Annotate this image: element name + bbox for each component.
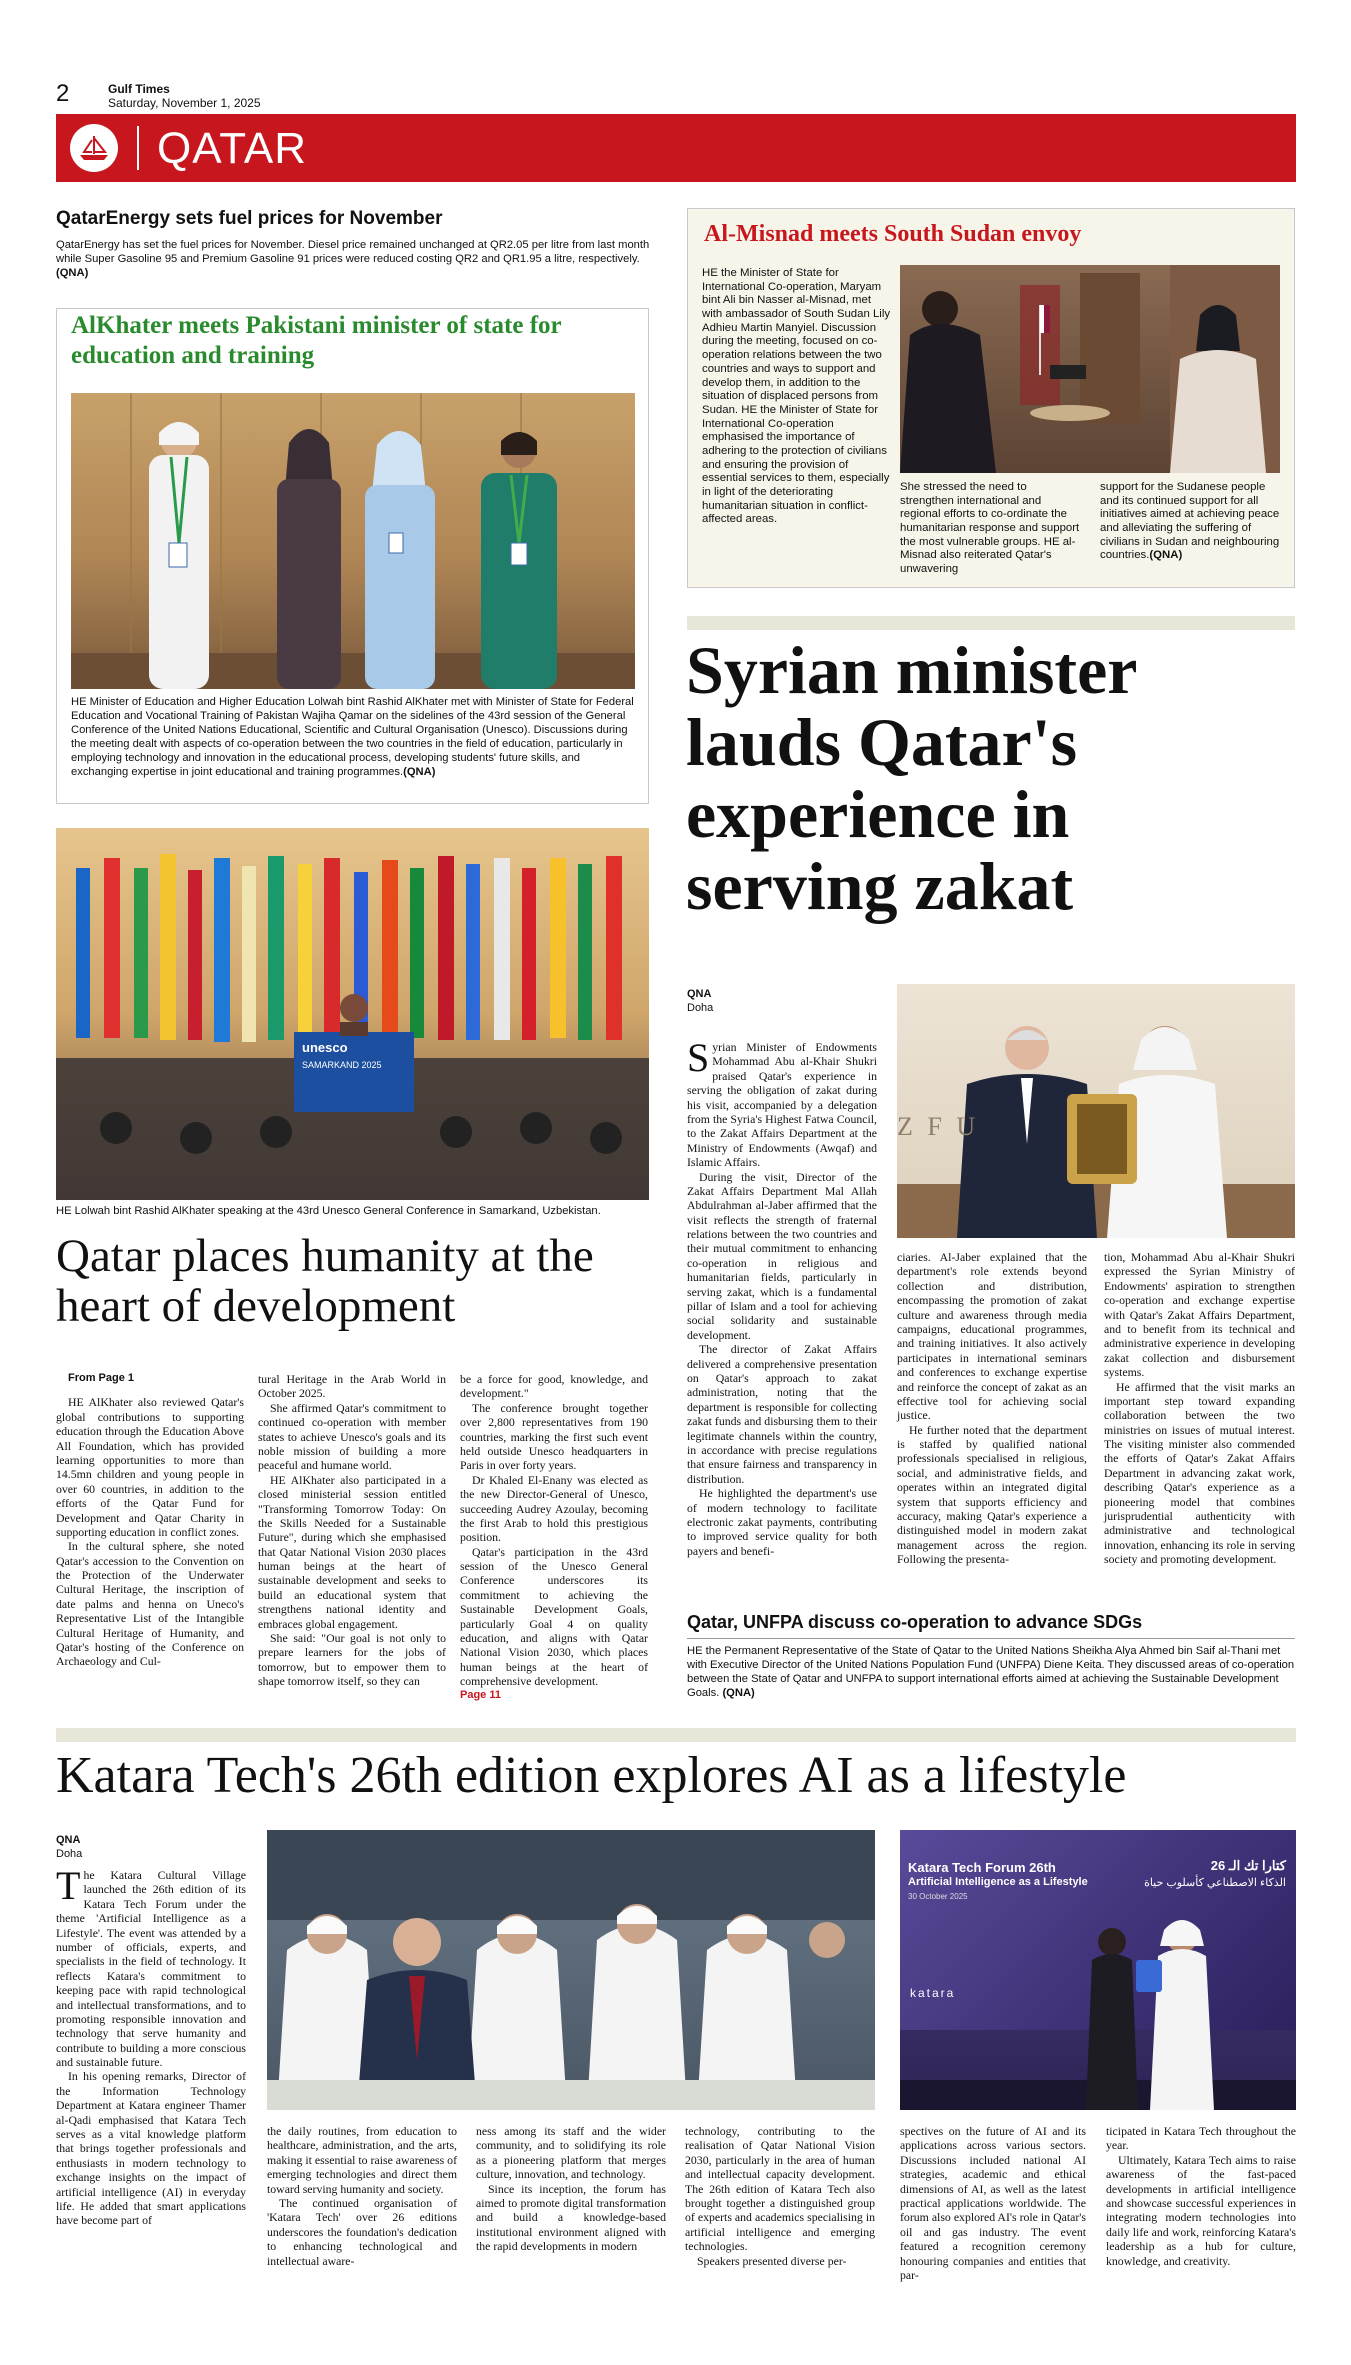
continued-link[interactable]: Page 11 (460, 1688, 501, 1701)
humanity-headline: Qatar places humanity at the heart of development (56, 1230, 594, 1332)
syrian-photo (897, 984, 1295, 1238)
katara-p (56, 1863, 246, 2070)
syrian-p: He highlighted the department's use of modern technology to facilitate electronic zakat payments, contributing to improved service quality for both payers and benefi- (687, 1486, 877, 1558)
syrian-p (687, 1035, 877, 1170)
fuel-credit: (QNA) (56, 267, 89, 279)
page-number: 2 (56, 80, 70, 107)
section-rule (56, 1728, 1296, 1742)
paper-name: Gulf Times (108, 82, 170, 96)
katara-p: Speakers presented diverse per- (697, 2253, 847, 2268)
misnad-col2: She stressed the need to strengthen international and regional efforts to co-ordinate the humanitarian response and support the most vulnerable groups. HE al-Misnad also reiterated Qatar's unwavering (900, 481, 1080, 576)
misnad-title: Al-Misnad meets South Sudan envoy (704, 221, 1082, 247)
screen-date: 30 October 2025 (908, 1892, 968, 1901)
katara-p: technology, contributing to the realisation of Qatar National Vision 2030, particularly in the area of human and intellectual capacity development. The 26th edition of Katara Tech also brought together a distinguished group of experts and academics specialising in artificial intelligence and emerging technologies. (685, 2124, 875, 2254)
humanity-p: HE AlKhater also participated in a closed ministerial session entitled "Transforming Tomorrow Today: On the Skills Needed for a Sustainable Future", during which she emphasised that Qatar National Vision 2030 places human beings at the heart of sustainable development and seeks to build an educational system that strengthens national identity and embraces global engagement. (258, 1472, 446, 1631)
syrian-p: ciaries. Al-Jaber explained that the department's role extends beyond collection and distribution, encompassing the promotion of zakat culture and awareness through media campaigns, educational programmes, and training initiatives. It also actively participates in international seminars and conferences to exchange expertise and reinforce the concept of zakat as an effective tool for achieving social justice. (897, 1250, 1087, 1423)
unesco-caption: HE Lolwah bint Rashid AlKhater speaking at the 43rd Unesco General Conference in Samarkand, Uzbekistan. (56, 1205, 601, 1217)
katara-byline-agency: QNA (56, 1834, 81, 1846)
unesco-photo (56, 828, 649, 1200)
fuel-title: QatarEnergy sets fuel prices for November (56, 208, 443, 229)
humanity-p: She said: "Our goal is not only to prepare learners for the jobs of tomorrow, but to empower them to shape tomorrow itself, so they can (258, 1631, 446, 1689)
misnad-box (687, 208, 1295, 588)
syrian-p: He further noted that the department is staffed by qualified national professionals specialised in religious, social, and administrative fields, and operates within an integrated digital system that supports efficiency and accuracy, making Qatar's experience a distinguished model in modern zakat management across the region. Following the presenta- (897, 1422, 1087, 1567)
person-3 (365, 431, 435, 689)
khater-photo (71, 393, 635, 689)
syrian-p: During the visit, Director of the Zakat Affairs Department Mal Allah Abdulrahman al-Jaber affirmed that the visit reflects the strength of fraternal relations between the two countries and their mutual commitment to enhancing co-operation in religious and humanitarian fields, particularly in serving zakat, which is a fundamental pillar of Islam and a tool for achieving social solidarity and sustainable development. (687, 1169, 877, 1342)
man-thobe (1150, 1920, 1214, 2110)
issue-date: Saturday, November 1, 2025 (108, 96, 261, 110)
unfpa-body (687, 1644, 1295, 1700)
section-bar (56, 114, 1296, 182)
katara-award-photo (900, 1830, 1296, 2110)
khater-title: AlKhater meets Pakistani minister of state for education and training (71, 312, 562, 369)
humanity-p: HE AlKhater also reviewed Qatar's global contributions to supporting education through the Education Above All Foundation, which has provided learning opportunities to more than 14.5mn children and young people in over 60 countries, in addition to the efforts of the Qatar Fund for Development and Qatar Charity in supporting education in conflict zones. (56, 1395, 244, 1539)
unfpa-rule (687, 1638, 1295, 1639)
podium-sub: SAMARKAND 2025 (302, 1060, 382, 1070)
syrian-col3 (1104, 1250, 1295, 1567)
katara-headline: Katara Tech's 26th edition explores AI as a lifestyle (56, 1747, 1127, 1804)
woman (1086, 1928, 1138, 2110)
misnad-credit: (QNA) (1149, 549, 1183, 562)
screen-title-ar: كتارا تك الـ 26 (1210, 1858, 1286, 1873)
person-left (900, 291, 996, 473)
syrian-col1 (687, 1035, 877, 1558)
syrian-p: tion, Mohammad Abu al-Khair Shukri expressed the Syrian Ministry of Endowments' aspiration to strengthen co-operation and exchange expertise with Qatar's Zakat Affairs Department, and to benefit from its technical and administrative experience in developing zakat collection and disbursement systems. (1104, 1250, 1295, 1380)
syrian-headline: Syrian minister lauds Qatar's experience in serving zakat (686, 632, 1137, 925)
misnad-col1: HE the Minister of State for International Co-operation, Maryam bint Ali bin Nasser al-Misnad, met with ambassador of South Sudan Lily Adhieu Martin Manyiel. Discussion during the meeting, focused on co-operation relations between the two countries and ways to support and develop them, in addition to the situation of displaced persons from Sudan. HE the Minister of State for International Co-operation emphasised the importance of adhering to the protection of civilians and ensuring the provision of essential services to them, especially in light of the deteriorating humanitarian situation in conflict-affected areas. (702, 267, 891, 526)
syrian-byline-city: Doha (687, 1002, 714, 1014)
humanity-col3 (460, 1372, 648, 1702)
humanity-col2 (258, 1372, 446, 1689)
misnad-photo (900, 265, 1280, 473)
screen-subtitle-en: Artificial Intelligence as a Lifestyle (908, 1876, 1088, 1888)
katara-col4 (685, 2124, 875, 2268)
misnad-col3 (1100, 481, 1284, 563)
podium-logo: unesco (302, 1040, 348, 1055)
humanity-p: tural Heritage in the Arab World in October 2025. (258, 1372, 446, 1401)
katara-p: Since its inception, the forum has aimed to promote digital transformation and build a knowledge-based institutional environment aligned with the rapid developments in modern (476, 2181, 666, 2254)
humanity-p: The conference brought together over 2,800 representatives from 190 countries, marking the first such event held outside Unesco headquarters in Paris in over forty years. (460, 1400, 648, 1473)
unfpa-title: Qatar, UNFPA discuss co-operation to advance SDGs (687, 1612, 1143, 1632)
katara-audience-photo (267, 1830, 875, 2110)
unfpa-credit: (QNA) (722, 1687, 755, 1699)
section-title: QATAR (157, 124, 308, 173)
katara-p: The continued organisation of 'Katara Tech' over 26 editions underscores the foundation's dedication to enhancing technological and intellectual aware- (267, 2195, 457, 2268)
katara-p: the daily routines, from education to healthcare, administration, and the arts, making it essential to raise awareness of emerging technologies and direct them toward serving humanity and society. (267, 2124, 458, 2196)
katara-col3 (476, 2124, 666, 2254)
fuel-text: QatarEnergy has set the fuel prices for November. Diesel price remained unchanged at QR2.05 per litre from last month while Super Gasoline 95 and Premium Gasoline 91 prices were reduced costing QR2 and QR1.95 a litre, respectively. (56, 239, 650, 265)
katara-col1 (56, 1863, 246, 2228)
katara-p: ness among its staff and the wider community, and to solidifying its role as a pioneering platform that merges culture, innovation, and technology. (476, 2124, 666, 2182)
person-4 (481, 432, 557, 689)
katara-p: In his opening remarks, Director of the Information Technology Department at Katara engineer Thamer al-Qadi emphasised that Katara Tech serves as a vital knowledge platform that brings together professionals and enthusiasts in modern technology to exchange insights on the impact of artificial intelligence (AI) in everyday life. He added that smart applications have become part of (56, 2069, 246, 2228)
syrian-dropcap: S (687, 1035, 710, 1080)
katara-lead: he Katara Cultural Village launched the 26th edition of its Katara Tech Forum under the theme 'Artificial Intelligence as a Lifestyle'. The event was attended by a number of officials, experts, and specialists in the field of technology. It reflects Katara's commitment to keeping pace with rapid technological and intellectual transformations, and to promoting responsible innovation and technology that serve humanity and contribute to building a more conscious and sustainable future. (56, 1868, 246, 2070)
syrian-p: He affirmed that the visit marks an important step toward expanding collaboration between the two ministries on issues of mutual interest. The visiting minister also commended the efforts of Qatar's Zakat Affairs Department in advancing zakat work, describing Qatar's experience as a pioneering model that combines jurisprudential authenticity with administrative and technological innovation, enhancing its role in serving society and promoting development. (1104, 1379, 1295, 1567)
screen-title-en: Katara Tech Forum 26th (908, 1860, 1056, 1875)
unfpa-text: HE the Permanent Representative of the State of Qatar to the United Nations Sheikha Alya Ahmed bin Saif al-Thani met with Executive Director of the United Nations Population Fund (UNFPA) Diene Keita. They discussed areas of co-operation between the State of Qatar and UNFPA to support international efforts aimed at achieving the Sustainable Development Goals. (687, 1645, 1295, 1699)
katara-byline-city: Doha (56, 1848, 83, 1860)
khater-box (56, 308, 649, 804)
syrian-lead: yrian Minister of Endowments Mohammad Abu al-Khair Shukri praised Qatar's experience in serving the obligation of zakat during his visit, accompanied by a delegation from the Syria's Highest Fatwa Council, to the Zakat Affairs Department at the Ministry of Endowments (Awqaf) and Islamic Affairs. (687, 1040, 877, 1170)
humanity-p: be a force for good, knowledge, and development." (460, 1372, 648, 1401)
fuel-body (56, 238, 656, 280)
misnad-col3-text: support for the Sudanese people and its continued support for all initiatives aimed at achieving peace and alleviating the suffering of civilians in Sudan and neighbouring countries. (1100, 481, 1280, 562)
humanity-p: Dr Khaled El-Enany was elected as the new Director-General of Unesco, succeeding Audrey Azoulay, becoming the first Arab to hold this prestigious position. (460, 1472, 648, 1545)
khater-caption (71, 695, 637, 779)
katara-col2 (267, 2124, 457, 2268)
katara-p: spectives on the future of AI and its applications across various sectors. Discussions included national AI strategies, academic and ethical dimensions of AI, as well as the latest practical applications worldwide. The forum also explored AI's role in Qatar's oil and gas industry. The event featured a recognition ceremony honouring companies and entities that par- (900, 2124, 1086, 2282)
dhow-logo-icon (70, 124, 118, 172)
humanity-p: In the cultural sphere, she noted Qatar's accession to the Convention on the Protection of the Underwater Cultural Heritage, the inscription of date palms and henna on Uneco's Representative List of the Intangible Cultural Heritage of Humanity, and Qatar's hosting of the Conference on Archaeology and Cul- (56, 1539, 244, 1669)
katara-col5 (900, 2124, 1086, 2282)
humanity-col1 (56, 1372, 244, 1669)
person-2 (277, 429, 341, 689)
screen-brand: katara (910, 1986, 956, 2000)
person-1 (149, 422, 209, 689)
syrian-p: The director of Zakat Affairs delivered a comprehensive presentation on Qatar's approach to zakat administration, noting that the department is responsible for collecting zakat funds and disbursing them to their legitimate channels within the country, in accordance with precise regulations that ensure fairness and transparency in distribution. (687, 1342, 877, 1486)
section-divider (137, 126, 139, 170)
from-page: From Page 1 (68, 1372, 135, 1384)
khater-credit: (QNA) (403, 766, 436, 778)
humanity-p: She affirmed Qatar's commitment to continued co-operation with member states to achieve Unesco's goals and its noble mission of building a more peaceful and humane world. (258, 1400, 446, 1473)
katara-p: ticipated in Katara Tech throughout the year. (1106, 2124, 1296, 2153)
khater-caption-text: HE Minister of Education and Higher Education Lolwah bint Rashid AlKhater met with Minister of State for Federal Education and Vocational Training of Pakistan Wajiha Qamar on the sidelines of the 43rd session of the General Conference of the United Nations Educational, Scientific and Cultural Organisation (Unesco). Discussions during the meeting dealt with aspects of co-operation between the two countries in the field of education, particularly in employing technology and innovation in the educational process, developing students' future skills, and exchanging expertise in joint educational and training programmes. (71, 696, 634, 778)
humanity-p: Qatar's participation in the 43rd session of the Unesco General Conference underscores its commitment to achieving the Sustainable Development Goals, particularly Goal 4 on quality education, and aligns with Qatar National Vision 2030, which places human beings at the heart of comprehensive development. (460, 1544, 648, 1689)
section-rule (687, 616, 1295, 630)
syrian-col2 (897, 1250, 1087, 1567)
katara-dropcap: T (56, 1863, 81, 1908)
screen-subtitle-ar: الذكاء الاصطناعي كأسلوب حياة (1144, 1877, 1286, 1889)
syrian-byline-agency: QNA (687, 988, 712, 1000)
katara-p: Ultimately, Katara Tech aims to raise awareness of the fast-paced developments in artificial intelligence and showcase successful experiences in integrating modern technologies into daily life and work, reinforcing Katara's leadership as a hub for culture, knowledge, and creativity. (1106, 2152, 1296, 2268)
katara-col6 (1106, 2124, 1296, 2268)
wall-lettering: Z F U (897, 1112, 980, 1141)
